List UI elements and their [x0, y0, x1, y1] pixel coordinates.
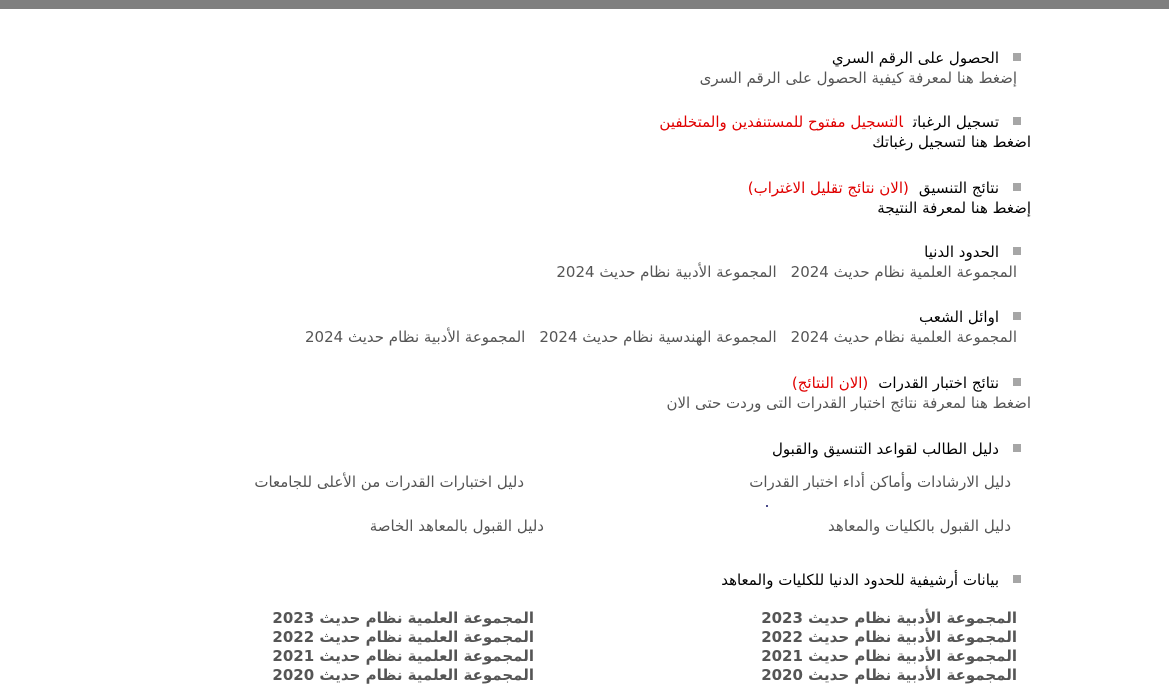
- square-bullet-icon: [1013, 117, 1021, 125]
- results-link[interactable]: إضغط هنا لمعرفة النتيجة: [877, 199, 1031, 217]
- square-bullet-icon: [1013, 183, 1021, 191]
- top-students-links: [305, 327, 1017, 347]
- section-heading: [305, 307, 1021, 327]
- section-title: الحدود الدنيا: [924, 243, 999, 261]
- guide-colleges-link[interactable]: دليل القبول بالكليات والمعاهد: [828, 517, 1011, 535]
- aptitude-results-link[interactable]: اضغط هنا لمعرفة نتائج اختبار القدرات التى وردت حتى الان: [666, 394, 1031, 412]
- section-heading: [721, 570, 1021, 590]
- section-title: تسجيل الرغبات: [912, 113, 999, 131]
- section-heading: [700, 48, 1021, 68]
- archive-literary-list: [761, 609, 1017, 685]
- guide-private-institutes-link[interactable]: دليل القبول بالمعاهد الخاصة: [369, 517, 544, 535]
- section-title: دليل الطالب لقواعد التنسيق والقبول: [772, 440, 999, 458]
- section-minimums: [556, 242, 1021, 282]
- square-bullet-icon: [1013, 378, 1021, 386]
- archive-science-2022-link[interactable]: المجموعة العلمية نظام حديث 2022: [272, 628, 534, 646]
- section-title: بيانات أرشيفية للحدود الدنيا للكليات والمعاهد: [721, 571, 999, 589]
- section-heading: [666, 373, 1021, 393]
- section-guide: [772, 439, 1021, 459]
- minimums-links: [556, 262, 1017, 282]
- archive-literary-2023-link[interactable]: المجموعة الأدبية نظام حديث 2023: [761, 609, 1017, 627]
- section-title: الحصول على الرقم السري: [831, 49, 999, 67]
- section-heading: [772, 439, 1021, 459]
- section-results: [747, 178, 1031, 218]
- minimums-science-link[interactable]: المجموعة العلمية نظام حديث 2024: [790, 263, 1017, 281]
- archive-science-2021-link[interactable]: المجموعة العلمية نظام حديث 2021: [272, 647, 534, 665]
- section-pin: [700, 48, 1021, 88]
- results-note[interactable]: (الان نتائج تقليل الاغتراب): [747, 179, 909, 197]
- section-top-students: [305, 307, 1021, 347]
- guide-aptitude-link[interactable]: دليل الارشادات وأماكن أداء اختبار القدرات: [749, 473, 1011, 491]
- archive-literary-2020-link[interactable]: المجموعة الأدبية نظام حديث 2020: [761, 666, 1017, 684]
- archive-science-2020-link[interactable]: المجموعة العلمية نظام حديث 2020: [272, 666, 534, 684]
- square-bullet-icon: [1013, 312, 1021, 320]
- section-heading: [556, 242, 1021, 262]
- archive-literary-2022-link[interactable]: المجموعة الأدبية نظام حديث 2022: [761, 628, 1017, 646]
- section-aptitude: [666, 373, 1031, 413]
- aptitude-note[interactable]: (الان النتائج): [791, 374, 869, 392]
- guide-supreme-council-link[interactable]: دليل اختبارات القدرات من الأعلى للجامعات: [254, 473, 524, 491]
- archive-literary-2021-link[interactable]: المجموعة الأدبية نظام حديث 2021: [761, 647, 1017, 665]
- top-science-link[interactable]: المجموعة العلمية نظام حديث 2024: [790, 328, 1017, 346]
- pin-info-link[interactable]: إضغط هنا لمعرفة كيفية الحصول على الرقم السرى: [699, 69, 1017, 87]
- minimums-literary-link[interactable]: المجموعة الأدبية نظام حديث 2024: [556, 263, 777, 281]
- register-wishes-link[interactable]: اضغط هنا لتسجيل رغباتك: [872, 133, 1031, 151]
- section-title: نتائج التنسيق: [918, 179, 999, 197]
- archive-science-list: [272, 609, 534, 685]
- square-bullet-icon: [1013, 53, 1021, 61]
- top-literary-link[interactable]: المجموعة الأدبية نظام حديث 2024: [305, 328, 526, 346]
- section-heading: [659, 112, 1021, 132]
- section-title: نتائج اختبار القدرات: [878, 374, 999, 392]
- dot-divider: [766, 505, 768, 507]
- section-wishes: [659, 112, 1031, 152]
- square-bullet-icon: [1013, 444, 1021, 452]
- archive-science-2023-link[interactable]: المجموعة العلمية نظام حديث 2023: [272, 609, 534, 627]
- top-engineering-link[interactable]: المجموعة الهندسية نظام حديث 2024: [539, 328, 777, 346]
- section-archive: [721, 570, 1021, 590]
- square-bullet-icon: [1013, 247, 1021, 255]
- section-heading: [748, 178, 1021, 198]
- section-title: اوائل الشعب: [919, 308, 999, 326]
- square-bullet-icon: [1013, 575, 1021, 583]
- registration-open-note[interactable]: التسجيل مفتوح للمستنفدين والمتخلفين: [659, 113, 903, 131]
